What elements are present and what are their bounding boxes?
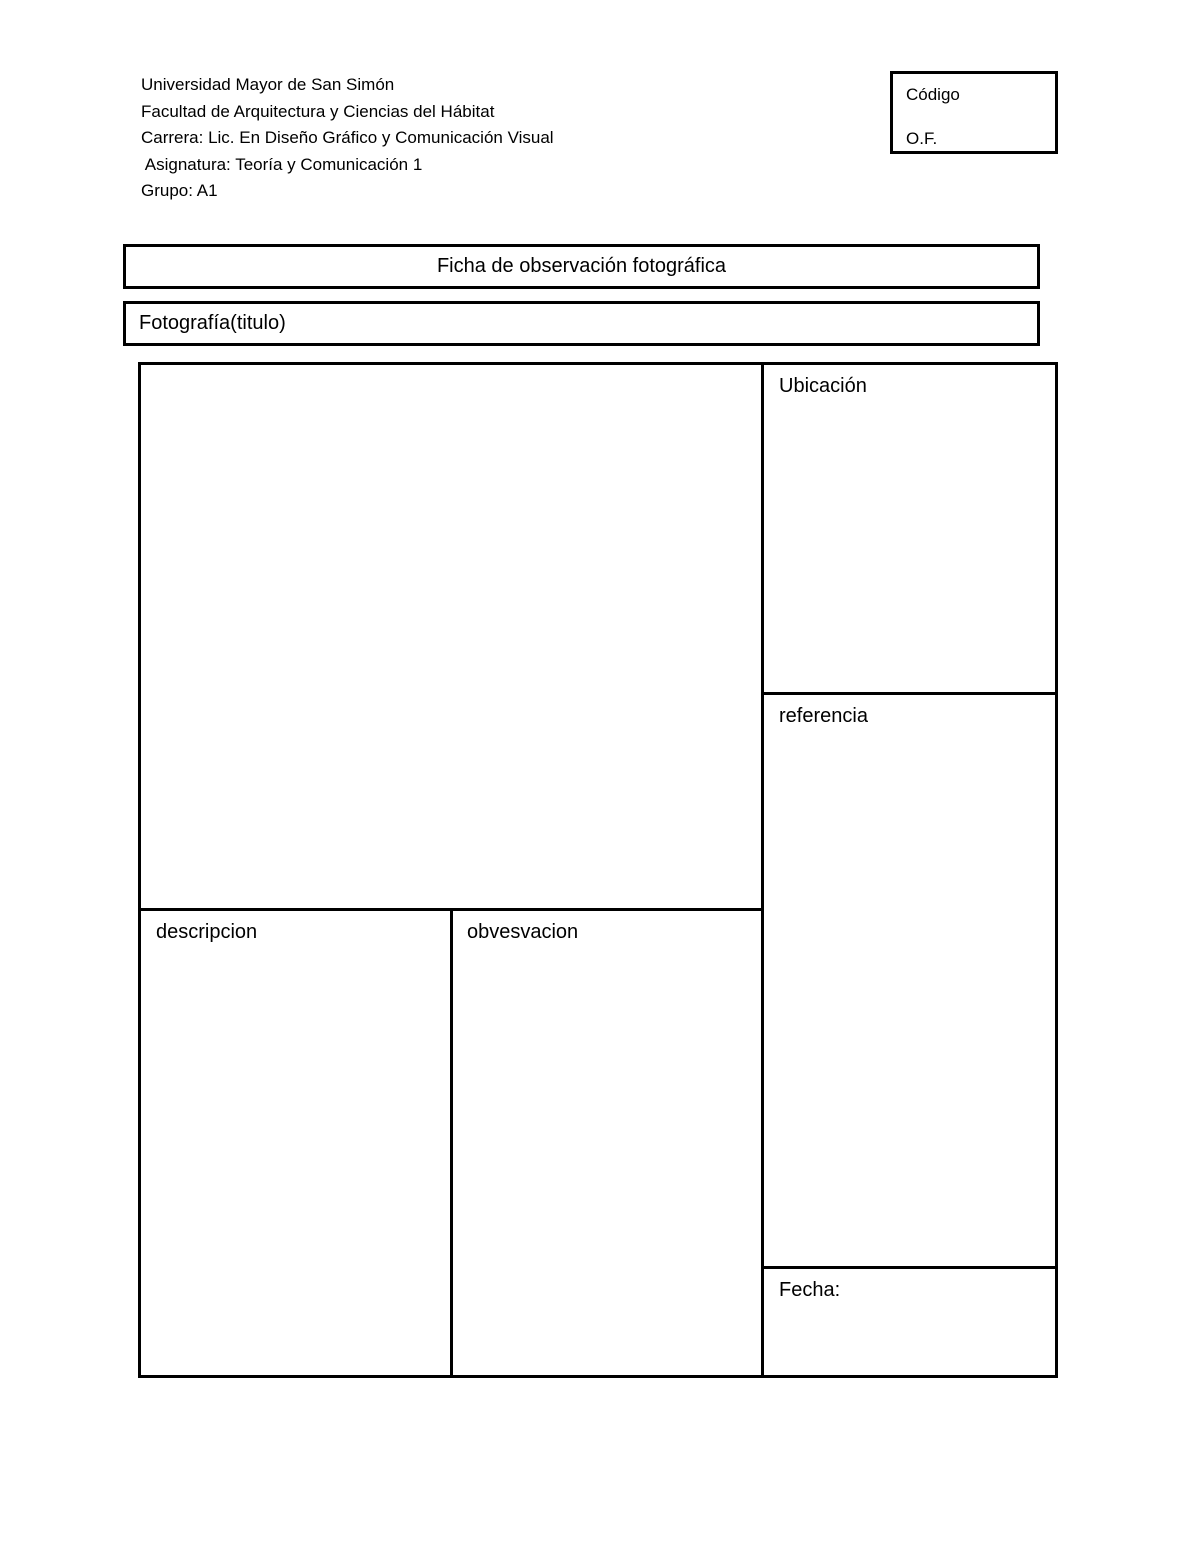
code-value[interactable]: O.F. (906, 129, 938, 148)
institution-header (141, 72, 554, 205)
subject-name: Asignatura: Teoría y Comunicación 1 (141, 154, 423, 174)
referencia-field[interactable] (764, 695, 1055, 1269)
photo-title-field[interactable] (123, 301, 1040, 346)
code-box (890, 71, 1058, 154)
form-title (123, 244, 1040, 289)
photo-area[interactable] (141, 365, 764, 911)
faculty-name: Facultad de Arquitectura y Ciencias del Hábitat (141, 101, 495, 121)
code-label: Código (906, 85, 960, 104)
photo-title-label: Fotografía(titulo) (139, 312, 286, 334)
observation-grid (138, 362, 1058, 1378)
descripcion-label: descripcion (156, 921, 258, 943)
ubicacion-label: Ubicación (779, 375, 867, 397)
observacion-field[interactable] (453, 911, 764, 1378)
fecha-label: Fecha: (779, 1279, 841, 1301)
career-name: Carrera: Lic. En Diseño Gráfico y Comunicación Visual (141, 128, 554, 147)
university-name: Universidad Mayor de San Simón (141, 75, 395, 94)
ubicacion-field[interactable] (764, 365, 1055, 695)
fecha-field[interactable] (764, 1269, 1055, 1378)
descripcion-field[interactable] (141, 911, 453, 1378)
group-name: Grupo: A1 (141, 181, 218, 200)
referencia-label: referencia (779, 705, 868, 727)
form-title-text: Ficha de observación fotográfica (436, 255, 727, 277)
observacion-label: obvesvacion (467, 921, 579, 943)
